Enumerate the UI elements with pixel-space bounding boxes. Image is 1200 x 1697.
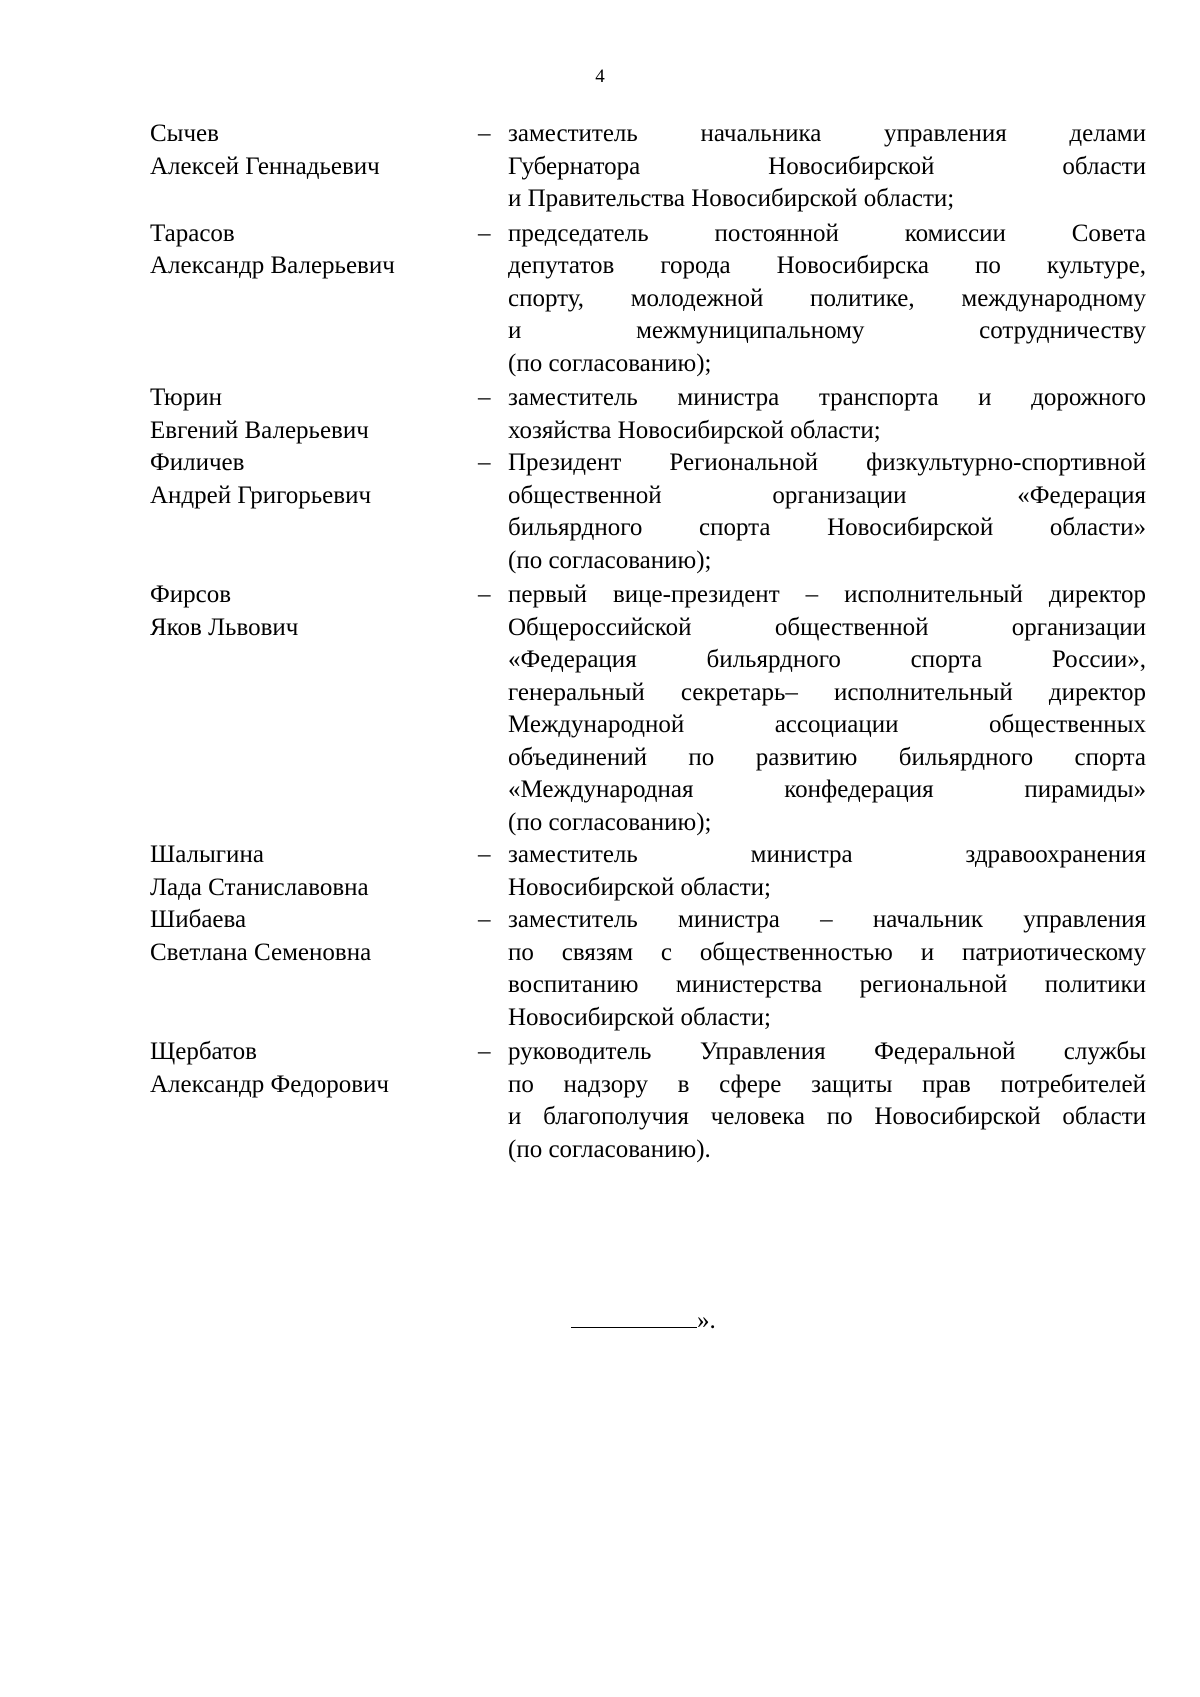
member-name <box>150 579 470 644</box>
member-given-names: Яков Львович <box>150 613 299 641</box>
entry-dash: – <box>478 384 491 411</box>
entry-dash: – <box>478 449 491 476</box>
member-position <box>508 904 1146 1034</box>
member-position <box>508 839 1146 904</box>
member-position <box>508 579 1146 839</box>
member-given-names: Александр Федорович <box>150 1070 389 1098</box>
member-name <box>150 382 470 447</box>
entry-dash: – <box>478 906 491 933</box>
position-line: и межмуниципальному сотрудничеству <box>508 317 1146 344</box>
position-line: и Правительства Новосибирской области; <box>508 185 955 212</box>
member-position <box>508 382 1146 447</box>
position-line: заместитель министра здравоохранения <box>508 841 1146 868</box>
member-surname: Тюрин <box>150 384 222 411</box>
member-given-names: Лада Станиславовна <box>150 873 369 901</box>
position-line: Губернатора Новосибирской области <box>508 152 1146 180</box>
member-entry <box>0 118 1200 216</box>
position-line: председатель постоянной комиссии Совета <box>508 219 1146 247</box>
position-line: первый вице-президент – исполнительный директор <box>508 581 1146 608</box>
position-line: (по согласованию). <box>508 1135 711 1163</box>
member-surname: Щербатов <box>150 1038 257 1065</box>
position-line: по надзору в сфере защиты прав потребителей <box>508 1070 1146 1098</box>
member-given-names: Евгений Валерьевич <box>150 416 369 444</box>
position-line: Новосибирской области; <box>508 873 772 901</box>
position-line: генеральный секретарь– исполнительный директор <box>508 678 1146 706</box>
member-surname: Сычев <box>150 120 219 147</box>
member-entry <box>0 447 1200 577</box>
entry-dash: – <box>478 120 491 147</box>
member-entry <box>0 839 1200 904</box>
member-position <box>508 218 1146 381</box>
position-line: и благополучия человека по Новосибирской области <box>508 1103 1146 1130</box>
member-surname: Шибаева <box>150 906 247 933</box>
position-line: Президент Региональной физкультурно-спортивной <box>508 449 1146 476</box>
member-surname: Тарасов <box>150 219 235 247</box>
member-name <box>150 118 470 183</box>
position-line: бильярдного спорта Новосибирской области» <box>508 514 1146 541</box>
member-surname: Филичев <box>150 449 245 476</box>
position-line: «Федерация бильярдного спорта России», <box>508 646 1146 673</box>
member-entry <box>0 579 1200 839</box>
position-line: «Международная конфедерация пирамиды» <box>508 776 1146 803</box>
position-line: объединений по развитию бильярдного спорта <box>508 743 1146 771</box>
member-given-names: Андрей Григорьевич <box>150 481 372 509</box>
member-list <box>0 118 1200 1166</box>
position-line: (по согласованию); <box>508 349 712 377</box>
member-given-names: Светлана Семеновна <box>150 938 372 966</box>
position-line: общественной организации «Федерация <box>508 481 1146 509</box>
member-name <box>150 1036 470 1101</box>
member-position <box>508 447 1146 577</box>
position-line: руководитель Управления Федеральной службы <box>508 1038 1146 1065</box>
entry-dash: – <box>478 219 491 247</box>
member-position <box>508 118 1146 216</box>
page-number: 4 <box>595 66 605 87</box>
member-name <box>150 904 470 969</box>
position-line: по связям с общественностью и патриотическому <box>508 938 1146 966</box>
closing-mark <box>571 1305 716 1336</box>
member-name <box>150 218 470 283</box>
member-position <box>508 1036 1146 1166</box>
member-entry <box>0 218 1200 381</box>
member-entry <box>0 904 1200 1034</box>
member-name <box>150 447 470 512</box>
member-entry <box>0 382 1200 447</box>
entry-dash: – <box>478 581 491 608</box>
position-line: (по согласованию); <box>508 546 712 574</box>
position-line: депутатов города Новосибирска по культуре, <box>508 252 1146 279</box>
closing-quote: ». <box>697 1307 716 1334</box>
closing-rule <box>571 1305 697 1328</box>
position-line: заместитель министра транспорта и дорожного <box>508 384 1146 411</box>
position-line: (по согласованию); <box>508 808 712 836</box>
position-line: Международной ассоциации общественных <box>508 711 1146 738</box>
member-entry <box>0 1036 1200 1166</box>
position-line: заместитель министра – начальник управления <box>508 906 1146 933</box>
position-line: заместитель начальника управления делами <box>508 120 1146 147</box>
position-line: хозяйства Новосибирской области; <box>508 416 881 444</box>
position-line: воспитанию министерства региональной политики <box>508 971 1146 998</box>
member-name <box>150 839 470 904</box>
member-surname: Шалыгина <box>150 841 264 868</box>
member-given-names: Алексей Геннадьевич <box>150 152 380 180</box>
entry-dash: – <box>478 1038 491 1065</box>
member-given-names: Александр Валерьевич <box>150 252 395 279</box>
entry-dash: – <box>478 841 491 868</box>
position-line: спорту, молодежной политике, международному <box>508 284 1146 312</box>
member-surname: Фирсов <box>150 581 232 608</box>
position-line: Новосибирской области; <box>508 1003 772 1031</box>
position-line: Общероссийской общественной организации <box>508 613 1146 641</box>
